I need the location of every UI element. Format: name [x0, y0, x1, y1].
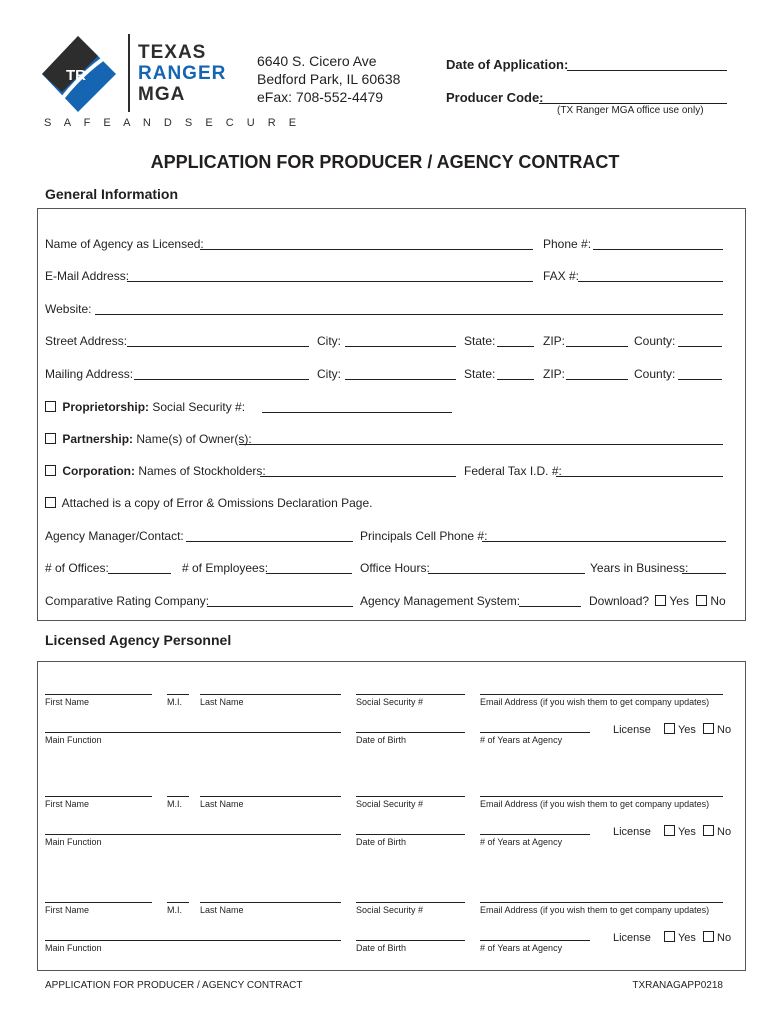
proprietorship-row [45, 400, 245, 414]
office-hours-field[interactable] [428, 573, 585, 574]
mi-label: M.I. [167, 697, 182, 707]
license-yes-checkbox[interactable] [664, 931, 675, 942]
corporation-stockholders-label: Names of Stockholders: [138, 464, 266, 478]
agency-name-field[interactable] [200, 249, 533, 250]
street-state-label: State: [464, 334, 496, 348]
license-yes-checkbox[interactable] [664, 825, 675, 836]
eo-attached-checkbox[interactable] [45, 497, 56, 508]
license-row [613, 931, 731, 944]
license-yes-label: Yes [677, 724, 696, 736]
mailing-county-field[interactable] [678, 379, 722, 380]
street-city-field[interactable] [345, 346, 456, 347]
proprietorship-label: Proprietorship: [62, 400, 150, 414]
email-address-field[interactable] [480, 694, 723, 695]
license-row [613, 825, 731, 838]
dob-field[interactable] [356, 834, 465, 835]
proprietorship-ssn-field[interactable] [262, 412, 452, 413]
years-agency-label: # of Years at Agency [480, 837, 563, 847]
partnership-owners-label: Name(s) of Owner(s): [136, 432, 252, 446]
partnership-label: Partnership: [62, 432, 134, 446]
dob-label: Date of Birth [356, 837, 407, 847]
footer-title: APPLICATION FOR PRODUCER / AGENCY CONTRACT [45, 980, 303, 991]
mi-field[interactable] [167, 902, 189, 903]
office-hours-label: Office Hours: [360, 561, 430, 575]
main-function-field[interactable] [45, 732, 341, 733]
office-use-note: (TX Ranger MGA office use only) [557, 105, 704, 116]
logo-diamond-icon [40, 34, 120, 114]
ssn-field[interactable] [356, 694, 465, 695]
mgmt-system-label: Agency Management System: [360, 594, 521, 608]
dob-field[interactable] [356, 940, 465, 941]
street-county-label: County: [634, 334, 676, 348]
email-field[interactable] [127, 281, 533, 282]
download-label: Download? [589, 594, 650, 608]
fax-label: FAX #: [543, 269, 580, 283]
mi-field[interactable] [167, 796, 189, 797]
footer-form-code: TXRANAGAPP0218 [632, 980, 723, 991]
license-no-checkbox[interactable] [703, 931, 714, 942]
general-info-heading: General Information [45, 186, 179, 202]
eo-attached-label: Attached is a copy of Error & Omissions Declaration Page. [61, 496, 373, 510]
proprietorship-ssn-label: Social Security #: [152, 400, 246, 414]
address-street: 6640 S. Cicero Ave [257, 53, 377, 69]
mailing-zip-label: ZIP: [543, 367, 566, 381]
ssn-label: Social Security # [356, 905, 424, 915]
mailing-city-label: City: [317, 367, 341, 381]
street-zip-field[interactable] [566, 346, 628, 347]
download-row [589, 594, 726, 608]
license-no-label: No [717, 932, 732, 944]
last-name-label: Last Name [200, 905, 244, 915]
mailing-city-field[interactable] [345, 379, 456, 380]
employees-label: # of Employees: [182, 561, 269, 575]
years-business-field[interactable] [682, 573, 726, 574]
years-agency-field[interactable] [480, 940, 590, 941]
license-yes-label: Yes [677, 826, 696, 838]
email-address-field[interactable] [480, 902, 723, 903]
manager-label: Agency Manager/Contact: [45, 529, 184, 543]
download-yes-label: Yes [669, 594, 689, 608]
corporation-row [45, 464, 266, 478]
first-name-label: First Name [45, 697, 90, 707]
last-name-field[interactable] [200, 694, 341, 695]
first-name-field[interactable] [45, 694, 152, 695]
street-zip-label: ZIP: [543, 334, 566, 348]
license-no-label: No [717, 724, 732, 736]
offices-field[interactable] [108, 573, 171, 574]
years-agency-label: # of Years at Agency [480, 735, 563, 745]
license-yes-label: Yes [677, 932, 696, 944]
download-no-checkbox[interactable] [696, 595, 707, 606]
main-function-label: Main Function [45, 837, 102, 847]
last-name-label: Last Name [200, 697, 244, 707]
license-row [613, 723, 731, 736]
mailing-address-label: Mailing Address: [45, 367, 134, 381]
years-agency-label: # of Years at Agency [480, 943, 563, 953]
partnership-checkbox[interactable] [45, 433, 56, 444]
mi-label: M.I. [167, 905, 182, 915]
address-efax: eFax: 708-552-4479 [257, 89, 384, 105]
rating-company-field[interactable] [207, 606, 353, 607]
email-address-field[interactable] [480, 796, 723, 797]
main-function-label: Main Function [45, 943, 102, 953]
mailing-zip-field[interactable] [566, 379, 628, 380]
address-city: Bedford Park, IL 60638 [257, 71, 401, 87]
mailing-county-label: County: [634, 367, 676, 381]
page-title: APPLICATION FOR PRODUCER / AGENCY CONTRACT [150, 152, 620, 172]
personnel-heading: Licensed Agency Personnel [45, 632, 232, 648]
years-agency-field[interactable] [480, 834, 590, 835]
personnel-section [37, 661, 746, 971]
principal-phone-field[interactable] [482, 541, 726, 542]
partnership-row [45, 432, 252, 446]
ssn-label: Social Security # [356, 799, 424, 809]
eo-attached-row [45, 496, 372, 510]
website-label: Website: [45, 302, 92, 316]
federal-tax-label: Federal Tax I.D. #: [464, 464, 562, 478]
email-address-label: Email Address (if you wish them to get company updates) [480, 697, 710, 707]
first-name-label: First Name [45, 799, 90, 809]
ssn-field[interactable] [356, 796, 465, 797]
street-city-label: City: [317, 334, 341, 348]
download-no-label: No [710, 594, 726, 608]
corporation-stockholders-field[interactable] [260, 476, 456, 477]
mgmt-system-field[interactable] [519, 606, 581, 607]
mi-field[interactable] [167, 694, 189, 695]
phone-label: Phone #: [543, 237, 592, 251]
main-function-field[interactable] [45, 940, 341, 941]
partnership-owners-field[interactable] [239, 444, 723, 445]
ssn-label: Social Security # [356, 697, 424, 707]
email-label: E-Mail Address: [45, 269, 130, 283]
rating-company-label: Comparative Rating Company: [45, 594, 210, 608]
license-label: License [613, 724, 651, 736]
employees-field[interactable] [266, 573, 352, 574]
corporation-checkbox[interactable] [45, 465, 56, 476]
first-name-field[interactable] [45, 796, 152, 797]
years-business-label: Years in Business: [590, 561, 689, 575]
street-address-label: Street Address: [45, 334, 128, 348]
proprietorship-checkbox[interactable] [45, 401, 56, 412]
street-county-field[interactable] [678, 346, 722, 347]
phone-field[interactable] [593, 249, 723, 250]
email-address-label: Email Address (if you wish them to get company updates) [480, 799, 710, 809]
license-no-label: No [717, 826, 732, 838]
date-of-application-field[interactable] [567, 70, 727, 71]
logo-line3: MGA [138, 84, 186, 105]
last-name-label: Last Name [200, 799, 244, 809]
email-address-label: Email Address (if you wish them to get company updates) [480, 905, 710, 915]
principal-phone-label: Principals Cell Phone #: [360, 529, 488, 543]
ssn-field[interactable] [356, 902, 465, 903]
mailing-state-field[interactable] [497, 379, 534, 380]
main-function-field[interactable] [45, 834, 341, 835]
federal-tax-field[interactable] [556, 476, 723, 477]
first-name-field[interactable] [45, 902, 152, 903]
mailing-state-label: State: [464, 367, 496, 381]
dob-field[interactable] [356, 732, 465, 733]
logo-initials: TR [66, 67, 86, 84]
dob-label: Date of Birth [356, 943, 407, 953]
logo-line2: RANGER [138, 63, 227, 84]
license-no-checkbox[interactable] [703, 825, 714, 836]
logo-line1: TEXAS [138, 42, 207, 63]
last-name-field[interactable] [200, 796, 341, 797]
producer-code-label: Producer Code: [446, 90, 544, 105]
date-of-application-label: Date of Application: [446, 57, 569, 72]
general-info-section [37, 208, 746, 621]
producer-code-field[interactable] [539, 103, 727, 104]
website-field[interactable] [95, 314, 723, 315]
corporation-label: Corporation: [62, 464, 135, 478]
license-yes-checkbox[interactable] [664, 723, 675, 734]
manager-field[interactable] [186, 541, 353, 542]
street-address-field[interactable] [127, 346, 309, 347]
street-state-field[interactable] [497, 346, 534, 347]
last-name-field[interactable] [200, 902, 341, 903]
years-agency-field[interactable] [480, 732, 590, 733]
license-label: License [613, 826, 651, 838]
license-no-checkbox[interactable] [703, 723, 714, 734]
logo-divider [128, 34, 130, 112]
agency-name-label: Name of Agency as Licensed: [45, 237, 204, 251]
main-function-label: Main Function [45, 735, 102, 745]
license-label: License [613, 932, 651, 944]
fax-field[interactable] [578, 281, 723, 282]
download-yes-checkbox[interactable] [655, 595, 666, 606]
logo-tagline: S A F E A N D S E C U R E [44, 117, 302, 129]
dob-label: Date of Birth [356, 735, 407, 745]
mailing-address-field[interactable] [134, 379, 309, 380]
first-name-label: First Name [45, 905, 90, 915]
mi-label: M.I. [167, 799, 182, 809]
offices-label: # of Offices: [45, 561, 109, 575]
